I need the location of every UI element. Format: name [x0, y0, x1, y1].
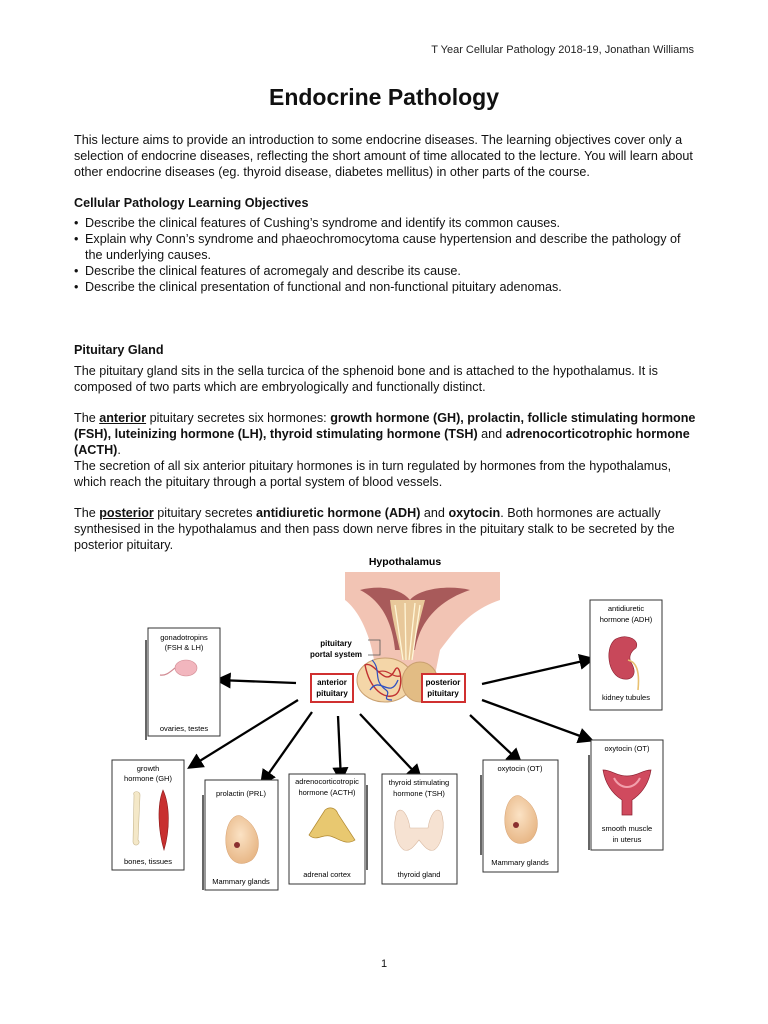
objectives-heading: Cellular Pathology Learning Objectives: [74, 196, 309, 210]
gh-label-2: hormone (GH): [124, 774, 172, 783]
adh-label-1: antidiuretic: [607, 604, 645, 613]
posterior-term: posterior: [99, 506, 154, 520]
intro-paragraph: This lecture aims to provide an introduction to some endocrine diseases. The learning objectives cover only a selection of endocrine diseases, reflecting the short amount of time allocated to the lecture. You will learn about other endocrine diseases (eg. thyroid disease, diabetes mellitus) in other parts of the course.: [74, 133, 693, 179]
posterior-label-1: posterior: [425, 678, 461, 687]
anterior-term: anterior: [99, 411, 147, 425]
gh-label-1: growth: [136, 764, 160, 773]
ovary-icon: [175, 660, 197, 676]
adh-box: [590, 600, 662, 710]
objectives-list: [74, 215, 699, 295]
page-number: 1: [380, 958, 388, 970]
growth-hormone-box: [112, 760, 184, 870]
hypothalamus-label: Hypothalamus: [368, 556, 442, 568]
gonadotropins-label-2: (FSH & LH): [164, 643, 204, 652]
prolactin-box: [203, 780, 278, 890]
portal-system-label-2: portal system: [309, 650, 363, 659]
arrow-adh: [482, 659, 592, 684]
page-title: Endocrine Pathology: [268, 84, 500, 110]
ot-mammary-target: Mammary glands: [491, 858, 549, 867]
pituitary-paragraph-1: The pituitary gland sits in the sella turcica of the sphenoid bone and is attached to the hypothalamus. It is composed of two parts which are embryologically and functionally distinct.: [74, 364, 658, 394]
arrow-ot-mammary: [470, 715, 520, 762]
portal-system-label-1: pituitary: [320, 639, 352, 648]
adh-target: kidney tubules: [602, 693, 650, 702]
pituitary-heading: Pituitary Gland: [74, 343, 164, 357]
arrow-ot-uterus: [482, 700, 591, 740]
arrow-acth: [338, 716, 341, 780]
objective-item: • Describe the clinical features of Cushing’s syndrome and identify its common causes.: [74, 215, 699, 231]
objective-item: • Explain why Conn’s syndrome and phaeochromocytoma cause hypertension and describe the pathology of the underlying causes.: [74, 231, 699, 263]
acth-target: adrenal cortex: [303, 870, 351, 879]
running-header: T Year Cellular Pathology 2018-19, Jonathan Williams: [431, 44, 694, 56]
oxytocin-mammary-box: [481, 760, 558, 872]
ot-uterus-target-2: in uterus: [612, 835, 642, 844]
pituitary-hormone-diagram: [0, 550, 768, 900]
anterior-label-1: anterior: [317, 678, 347, 687]
acth-label-2: hormone (ACTH): [298, 788, 356, 797]
tsh-label-2: hormone (TSH): [393, 789, 445, 798]
ot-uterus-label: oxytocin (OT): [604, 744, 650, 753]
ot-mammary-label: oxytocin (OT): [497, 764, 543, 773]
posterior-paragraph: The posterior pituitary secretes antidiuretic hormone (ADH) and oxytocin. Both hormones are actually synthesised in the hypothalamus and then pass down nerve fibres in the pituitary stalk to be secreted by the posterior pituitary.: [74, 506, 675, 552]
prl-target: Mammary glands: [212, 877, 270, 886]
gonadotropins-box: [146, 628, 220, 740]
anterior-label-2: pituitary: [316, 689, 348, 698]
gonadotropins-target: ovaries, testes: [159, 724, 209, 733]
ot-uterus-target-1: smooth muscle: [601, 824, 653, 833]
adh-label-2: hormone (ADH): [599, 615, 653, 624]
tsh-box: [382, 774, 457, 884]
acth-label-1: adrenocorticotropic: [295, 777, 359, 786]
gonadotropins-label-1: gonadotropins: [160, 633, 208, 642]
tsh-target: thyroid gland: [397, 870, 441, 879]
objective-item: • Describe the clinical presentation of functional and non-functional pituitary adenomas.: [74, 279, 699, 295]
objective-item: • Describe the clinical features of acromegaly and describe its cause.: [74, 263, 699, 279]
oxytocin-uterus-box: [589, 740, 663, 850]
arrow-prl: [262, 712, 312, 783]
arrow-gonadotropins: [218, 680, 296, 683]
prl-label: prolactin (PRL): [215, 789, 267, 798]
regulation-paragraph: The secretion of all six anterior pituitary hormones is in turn regulated by hormones from the hypothalamus, which reach the pituitary through a portal system of blood vessels.: [74, 459, 672, 489]
anterior-paragraph: The anterior pituitary secretes six hormones: growth hormone (GH), prolactin, follicle stimulating hormone (FSH), luteinizing hormone (LH), thyroid stimulating hormone (TSH) and adrenocorticotrophic hormone (ACTH).: [74, 411, 696, 457]
gh-target: bones, tissues: [124, 857, 172, 866]
arrow-tsh: [360, 714, 420, 778]
posterior-label-2: pituitary: [427, 689, 459, 698]
acth-box: [289, 774, 367, 884]
tsh-label-1: thyroid stimulating: [388, 778, 450, 787]
